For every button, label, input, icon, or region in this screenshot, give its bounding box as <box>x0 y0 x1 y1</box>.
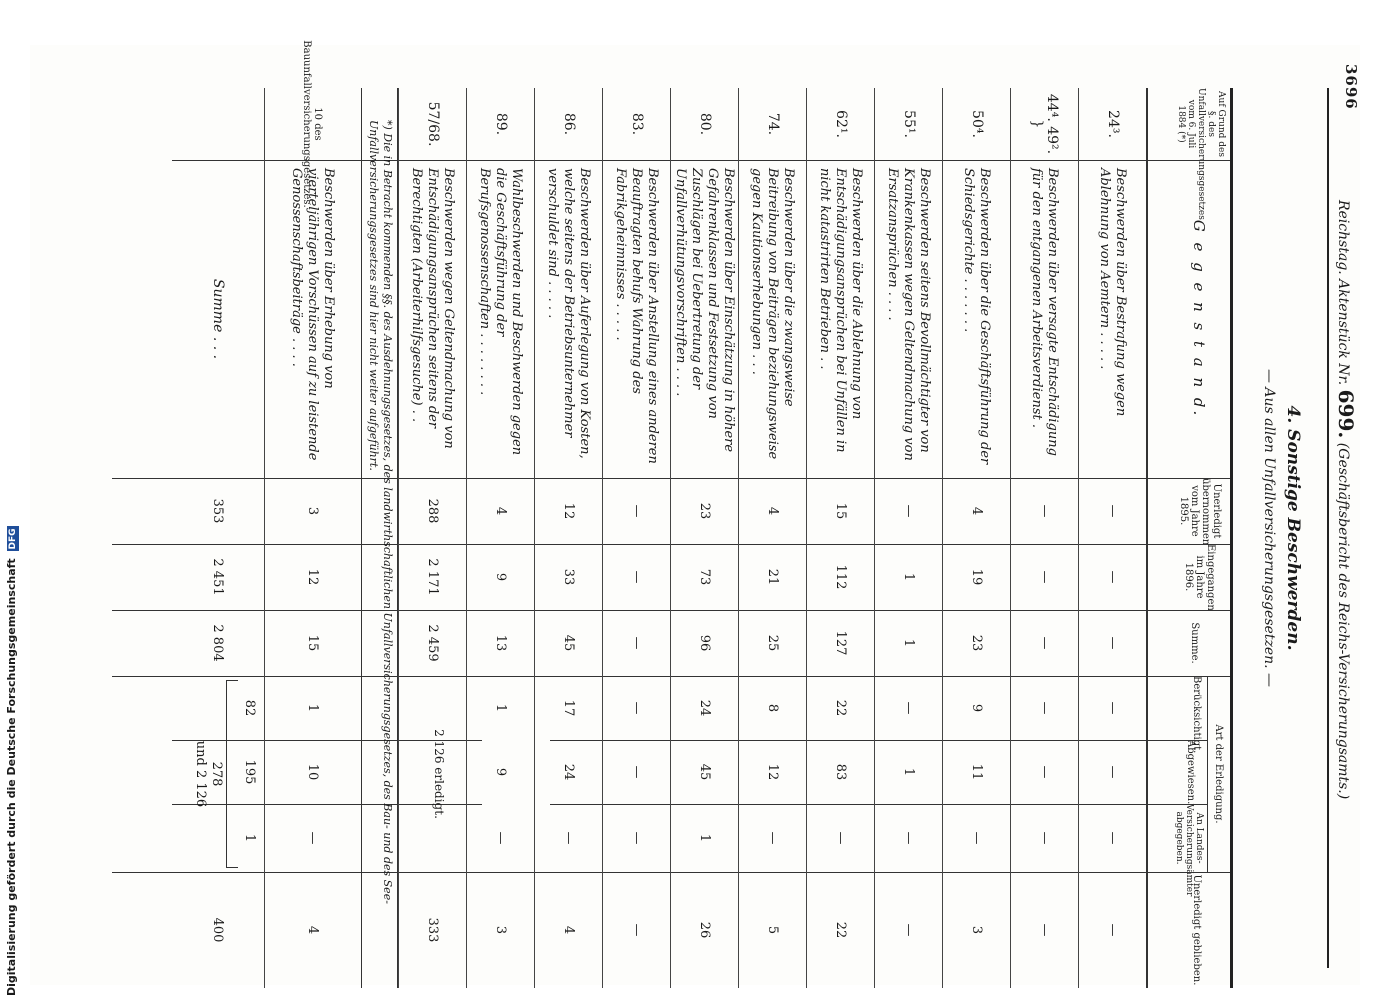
row-carried-over: — <box>1037 504 1052 518</box>
row-transferred: — <box>493 831 508 845</box>
row-transferred: — <box>629 831 644 845</box>
row-pending: 4 <box>305 925 320 935</box>
row-sum: 45 <box>561 634 576 652</box>
row-carried-over: 12 <box>561 502 576 520</box>
row-granted: — <box>901 701 916 715</box>
row-pending: 22 <box>833 921 848 939</box>
row-granted: 9 <box>969 703 984 713</box>
row-pending: 5 <box>765 925 780 935</box>
header-rule <box>1327 88 1329 968</box>
row-carried-over: 4 <box>765 506 780 516</box>
row-granted: 1 <box>305 703 320 713</box>
row-paragraph: 74. <box>765 112 781 136</box>
row-rejected: 11 <box>969 763 984 781</box>
running-header-suffix: (Geschäftsbericht des Reichs-Versicherungsamts.) <box>1335 442 1351 800</box>
row-subject: Beschwerden über Anstellung eines anderen Beauftragten behufs Wahrung des Fabrikgeheimnisses . . . . . <box>613 168 661 464</box>
table-row <box>602 88 670 988</box>
total-sum: 2 804 <box>210 624 226 662</box>
row-granted: 24 <box>697 699 712 717</box>
row-received: 12 <box>305 568 320 586</box>
row-transferred: — <box>1037 831 1052 845</box>
row-transferred: — <box>1105 831 1120 845</box>
row-paragraph: 10 des Bauunfallversicherungsgesetzes. <box>301 40 324 208</box>
table-row <box>942 88 1010 988</box>
row-received: — <box>1037 570 1052 584</box>
row-carried-over: — <box>901 504 916 518</box>
section-subtitle: — Aus allen Unfallversicherungsgesetzen. — <box>1261 368 1277 688</box>
row-transferred: — <box>765 831 780 845</box>
digitization-credit <box>4 528 20 996</box>
row-subject: Beschwerden seitens Bevollmächtigter von Krankenkassen wegen Geltendmachung von Ersatzansprüchen . . . . <box>885 168 933 461</box>
row-pending: 3 <box>493 925 508 935</box>
row-carried-over: 288 <box>425 498 440 524</box>
row-pending: 26 <box>697 921 712 939</box>
row-received: 21 <box>765 568 780 586</box>
table-row <box>398 88 466 988</box>
column-header-granted: Berücksichtigt. <box>1191 676 1202 754</box>
row-received: — <box>1105 570 1120 584</box>
row-pending: 3 <box>969 925 984 935</box>
row-paragraph: 80. <box>697 112 713 136</box>
row-rejected: 1 <box>901 767 916 777</box>
row-granted: — <box>1037 701 1052 715</box>
row-sum: 25 <box>765 634 780 652</box>
row-paragraph: 83. <box>629 112 645 136</box>
row-received: 73 <box>697 568 712 586</box>
row-rejected: 83 <box>833 763 848 781</box>
row-granted: — <box>629 701 644 715</box>
row-carried-over: 15 <box>833 502 848 520</box>
table-row <box>534 88 602 988</box>
row-granted: 17 <box>561 699 576 717</box>
row-paragraph: 55¹. <box>901 110 917 138</box>
table-row <box>1078 88 1146 988</box>
row-rejected: — <box>629 765 644 779</box>
column-header-paragraph: Auf Grund des §. des Unfallversicherungsgesetzes vom 6. Juli 1884 (*) <box>1176 88 1226 220</box>
table-row <box>738 88 806 988</box>
row-carried-over: — <box>629 504 644 518</box>
footnote: *) Die in Betracht kommenden §§. des Ausdehnungsgesetzes, des landwirthschaftlichen Unfallversicherungsgesetzes, des Bau- und des See-Unfallversicherungsgesetzes sind hier nicht weiter aufgeführt. <box>367 120 394 904</box>
row-subject: Beschwerden über Erhebung von vierteljährigen Vorschüssen auf zu leistende Genossenschaftsbeiträge . . . . <box>289 168 337 461</box>
column-header-transferred: An Landes-Versicherungsämter abgegeben. <box>1174 804 1204 897</box>
row-transferred: — <box>305 831 320 845</box>
column-header-subject: G e g e n s t a n d. <box>1190 219 1208 419</box>
row-pending: — <box>901 923 916 937</box>
row-granted: 8 <box>765 703 780 713</box>
total-granted: 82 <box>242 699 258 717</box>
row-subject: Beschwerden wegen Geltendmachung von Entschädigungsansprüchen seitens der Berechtigten (Arbeiterhilfsgesuche) . . <box>409 168 457 449</box>
header-bottom-rule <box>1146 88 1148 988</box>
row-pending: 4 <box>561 925 576 935</box>
credit-text-wrap <box>4 528 20 996</box>
column-header-resolution-group: Art der Erledigung. <box>1213 724 1224 824</box>
running-header-prefix: Reichstag. Aktenstück Nr. <box>1335 200 1351 386</box>
row-paragraph: 62¹. <box>833 110 849 138</box>
row-subject: Beschwerden über Auferlegung von Kosten, welche seitens der Betriebsunternehmer verschuldet sind . . . . . <box>545 168 593 459</box>
totals-group-sum: 278 <box>209 761 224 787</box>
row-rejected: 24 <box>561 763 576 781</box>
row-rejected: 9 <box>493 767 508 777</box>
row-sum: 127 <box>833 630 848 656</box>
row-paragraph: 86. <box>561 112 577 136</box>
row-transferred: — <box>833 831 848 845</box>
running-header <box>1334 200 1358 799</box>
total-carried-over: 353 <box>210 498 226 524</box>
row-pending: — <box>629 923 644 937</box>
row-resolved-merged: 2 126 erledigt. <box>432 729 446 819</box>
row-received: 33 <box>561 568 576 586</box>
row-rejected: 10 <box>305 763 320 781</box>
row-rejected: 12 <box>765 763 780 781</box>
row-received: 9 <box>493 572 508 582</box>
row-received: 1 <box>901 572 916 582</box>
row-received: — <box>629 570 644 584</box>
row-rejected: — <box>1105 765 1120 779</box>
credit-text: Digitalisierung gefördert durch die Deutsche Forschungsgemeinschaft <box>5 558 18 996</box>
row-rejected: — <box>1037 765 1052 779</box>
row-paragraph: 50⁴. <box>969 110 985 138</box>
table-row <box>1010 88 1078 988</box>
table-row <box>670 88 738 988</box>
row-sum: 23 <box>969 634 984 652</box>
row-paragraph: 44⁴. 49². } <box>1029 93 1061 155</box>
table-row <box>466 88 534 988</box>
document-number: 699. <box>1334 389 1358 439</box>
row-sum: — <box>1105 636 1120 650</box>
section-title: 4. Sonstige Beschwerden. <box>1283 405 1303 651</box>
row-rejected: 45 <box>697 763 712 781</box>
row-transferred: — <box>561 831 576 845</box>
header-group-rule <box>1207 676 1208 872</box>
column-header-sum: Summe. <box>1189 622 1200 664</box>
totals-bracket <box>226 680 238 868</box>
row-subject: Beschwerden über die Ablehnung von Entschädigungsansprüchen bei Unfällen in nicht katastrirten Betrieben . . <box>817 168 865 453</box>
dfg-logo: DFG <box>8 528 18 550</box>
row-subject: Beschwerden über Einschätzung in höhere Gefahrenklassen und Festsetzung von Zuschlägen bei Uebertretung der Unfallverhütungsvorschriften . . . . <box>673 168 737 453</box>
total-received: 2 451 <box>210 558 226 596</box>
row-received: 112 <box>833 564 848 590</box>
table-row <box>264 40 360 988</box>
row-sum: — <box>1037 636 1052 650</box>
row-sum: 1 <box>901 638 916 648</box>
row-received: 19 <box>969 568 984 586</box>
row-pending: — <box>1105 923 1120 937</box>
column-header-pending: Unerledigt geblieben. <box>1191 874 1202 986</box>
row-transferred: — <box>901 831 916 845</box>
total-transferred: 1 <box>242 833 258 843</box>
complaints-table <box>115 40 1233 988</box>
total-pending: 400 <box>210 917 226 943</box>
row-transferred: — <box>969 831 984 845</box>
row-carried-over: 4 <box>493 506 508 516</box>
footnote-rule <box>397 88 398 988</box>
row-sum: — <box>629 636 644 650</box>
row-subject: Wahlbeschwerden und Beschwerden gegen die Geschäftsführung der Berufsgenossenschaften . . . . . . . . <box>477 168 525 456</box>
row-pending: 333 <box>425 917 440 943</box>
row-sum: 15 <box>305 634 320 652</box>
row-subject: Beschwerden über Bestrafung wegen Ablehnung von Aemtern . . . . . <box>1097 168 1129 417</box>
table-row <box>806 88 874 988</box>
column-header-carried-over: Unerledigt übernommen vom Jahre 1895. <box>1178 478 1222 546</box>
row-granted: 1 <box>493 703 508 713</box>
row-paragraph: 24³. <box>1105 110 1121 138</box>
table-row <box>874 88 942 988</box>
column-header-rejected: Abgewiesen. <box>1185 740 1196 805</box>
row-carried-over: 23 <box>697 502 712 520</box>
row-granted: 22 <box>833 699 848 717</box>
footnote-rule <box>361 88 362 988</box>
row-granted: — <box>1105 701 1120 715</box>
column-header-received: Eingegangen im Jahre 1896. <box>1183 544 1216 611</box>
row-paragraph: 89. <box>493 112 509 136</box>
totals-group-plus: und 2 126 <box>193 740 208 808</box>
row-transferred: 1 <box>697 833 712 843</box>
row-carried-over: 3 <box>305 506 320 516</box>
row-paragraph: 57/68. <box>425 101 441 147</box>
total-rejected: 195 <box>242 759 258 785</box>
totals-label: Summe . . . <box>210 278 226 360</box>
row-carried-over: 4 <box>969 506 984 516</box>
row-sum: 96 <box>697 634 712 652</box>
row-carried-over: — <box>1105 504 1120 518</box>
row-pending: — <box>1037 923 1052 937</box>
totals-row <box>172 88 264 988</box>
row-subject: Beschwerden über die Geschäftsführung der Schiedsgerichte . . . . . . . <box>961 168 993 465</box>
row-subject: Beschwerden über die zwangsweise Beitreibung von Beiträgen beziehungsweise gegen Kautionserhebungen . . . <box>749 168 797 460</box>
row-sum: 2 459 <box>425 624 440 662</box>
row-sum: 13 <box>493 634 508 652</box>
row-subject: Beschwerden über versagte Entschädigung für den entgangenen Arbeitsverdienst . <box>1029 168 1061 456</box>
page-number: 3696 <box>1342 64 1360 110</box>
row-received: 2 171 <box>425 558 440 596</box>
